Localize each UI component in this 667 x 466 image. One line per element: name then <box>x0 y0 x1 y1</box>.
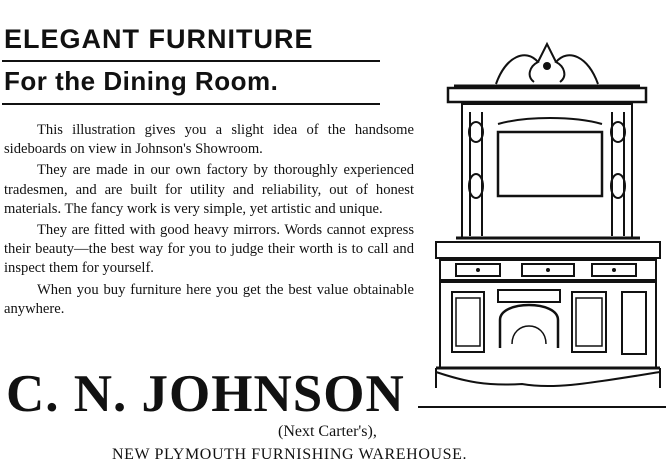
headline-elegant-furniture: ELEGANT FURNITURE <box>4 24 314 54</box>
name-rule <box>418 406 666 408</box>
paragraph-factory: They are made in our own factory by thoroughly experienced tradesmen, and are built for utility and reliability, out of honest materials. The fancy work is very simple, yet artistic and unique. <box>4 162 414 217</box>
headline-rule-top <box>2 60 380 62</box>
advert-body <box>4 121 414 319</box>
headline-rule-bottom <box>2 103 380 105</box>
merchant-name: C. N. JOHNSON <box>6 365 405 423</box>
sideboard-illustration <box>426 36 667 396</box>
address-warehouse: NEW PLYMOUTH FURNISHING WAREHOUSE. <box>112 446 468 463</box>
headline-dining-room: For the Dining Room. <box>4 66 279 96</box>
paragraph-value: When you buy furniture here you get the best value obtainable anywhere. <box>4 281 414 317</box>
address-next-carters: (Next Carter's), <box>278 423 377 440</box>
paragraph-illustration: This illustration gives you a slight idea of the handsome sideboards on view in Johnson's Showroom. <box>4 122 414 158</box>
paragraph-mirrors: They are fitted with good heavy mirrors. Words cannot express their beauty—the best way for you to judge their worth is to call and inspect them for yourself. <box>4 222 414 277</box>
